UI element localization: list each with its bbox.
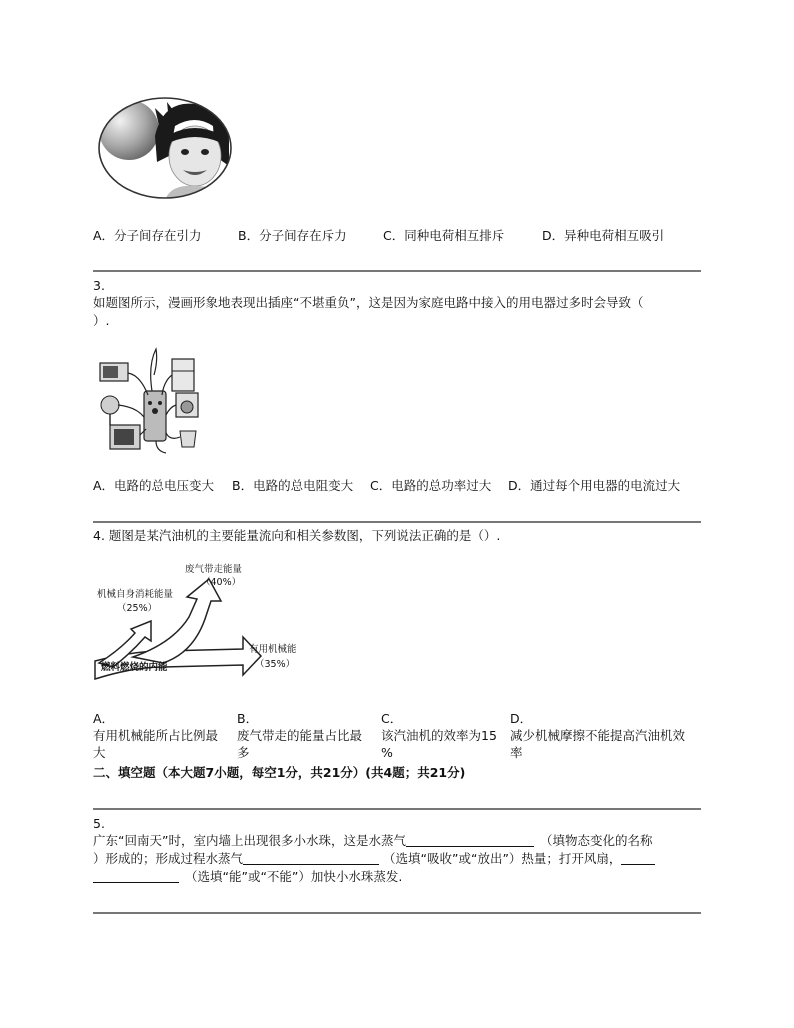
q5-line1 <box>93 832 652 849</box>
q5-blank-2[interactable] <box>243 852 379 865</box>
q4-option-b-line2: 多 <box>237 745 250 760</box>
q3-number: 3. <box>93 278 105 293</box>
q5-line1-text-a: 广东“回南天”时，室内墙上出现很多小水珠，这是水蒸气 <box>93 833 406 848</box>
q2-option-d: D．异种电荷相互吸引 <box>542 228 665 243</box>
q4-option-c <box>381 710 497 761</box>
exhaust-value: （40%） <box>201 577 242 588</box>
balloon-girl-image <box>95 96 235 200</box>
mech-loss-label: 机械自身消耗能量 <box>97 589 174 600</box>
q3-option-a: A．电路的总电压变大 <box>93 478 215 493</box>
q4-option-b <box>237 710 362 761</box>
q4-option-a-line1: 有用机械能所占比例最 <box>93 728 219 743</box>
q4-option-c-line1: 该汽油机的效率为15 <box>381 728 497 743</box>
energy-flow-diagram <box>93 557 313 697</box>
q5-number: 5. <box>93 816 105 831</box>
divider-2 <box>93 521 701 523</box>
q4-option-a-line2: 大 <box>93 745 106 760</box>
q4-option-b-letter: B． <box>237 711 259 726</box>
useful-value: （35%） <box>255 659 296 670</box>
q4-option-d-line2: 率 <box>510 745 523 760</box>
q4-option-c-line2: % <box>381 745 393 760</box>
divider-4 <box>93 912 701 914</box>
q2-option-b: B．分子间存在斥力 <box>238 228 347 243</box>
divider-3 <box>93 808 701 810</box>
q3-option-c: C．电路的总功率过大 <box>370 478 492 493</box>
q5-blank-3-start[interactable] <box>621 852 655 865</box>
mech-loss-value: （25%） <box>117 603 158 614</box>
q5-line3-text: （选填“能”或“不能”）加快小水珠蒸发. <box>185 869 403 884</box>
useful-label: 有用机械能 <box>249 644 297 655</box>
q4-option-d-line1: 减少机械摩擦不能提高汽油机效 <box>510 728 686 743</box>
q5-blank-1[interactable] <box>406 834 534 847</box>
q2-option-a: A．分子间存在引力 <box>93 228 202 243</box>
q4-option-a <box>93 710 218 761</box>
q4-stem: 4. 题图是某汽油机的主要能量流向和相关参数图，下列说法正确的是（）. <box>93 528 501 543</box>
divider-1 <box>93 270 701 272</box>
exhaust-label: 废气带走能量 <box>185 564 243 575</box>
q3-option-b: B．电路的总电阻变大 <box>232 478 354 493</box>
q3-stem-line1: 如题图所示，漫画形象地表现出插座“不堪重负”，这是因为家庭电路中接入的用电器过多时会导致（ <box>93 295 644 310</box>
q5-blank-3-end[interactable] <box>93 870 179 883</box>
q4-option-c-letter: C． <box>381 711 403 726</box>
q5-line1-text-b: （填物态变化的名称 <box>539 833 653 848</box>
q4-option-d-letter: D． <box>510 711 533 726</box>
overloaded-socket-image <box>96 345 216 457</box>
q3-stem-line2: ）. <box>93 313 110 328</box>
section-2-heading: 二、填空题（本大题7小题，每空1分，共21分）(共4题；共21分) <box>93 765 466 780</box>
q5-line2 <box>93 850 655 867</box>
q4-option-b-line1: 废气带走的能量占比最 <box>237 728 363 743</box>
q5-line2-text-a: ）形成的；形成过程水蒸气 <box>93 851 244 866</box>
fuel-label: 燃料燃烧的内能 <box>101 662 168 673</box>
q4-option-d <box>510 710 685 761</box>
q5-line3 <box>93 868 402 885</box>
q5-line2-text-b: （选填“吸收”或“放出”）热量；打开风扇， <box>383 851 622 866</box>
q3-option-d: D．通过每个用电器的电流过大 <box>508 478 681 493</box>
q4-option-a-letter: A． <box>93 711 115 726</box>
q2-option-c: C．同种电荷相互排斥 <box>383 228 505 243</box>
